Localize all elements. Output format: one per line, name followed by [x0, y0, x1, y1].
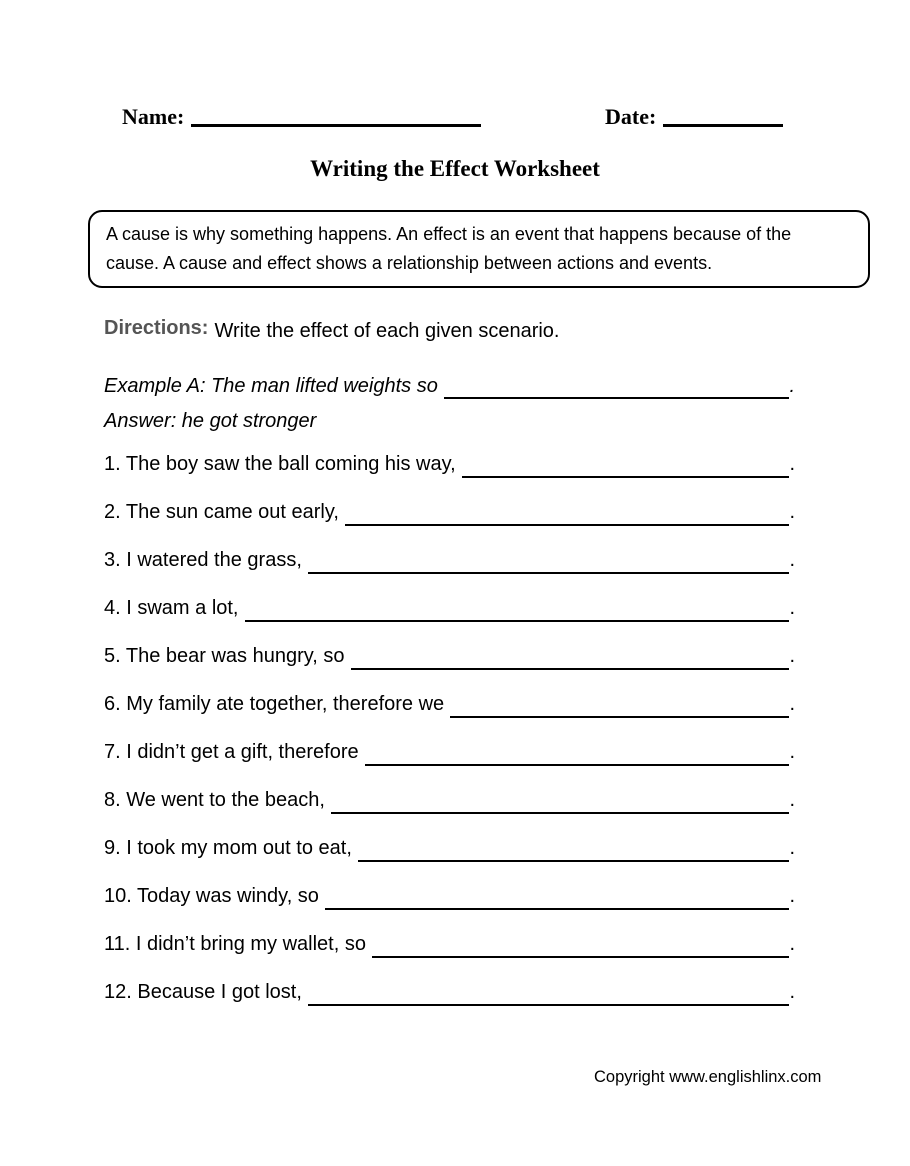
- question-row-4: [104, 595, 795, 622]
- line-period: .: [789, 885, 795, 907]
- line-period: .: [789, 741, 795, 763]
- line-period: .: [789, 981, 795, 1003]
- answer-blank-line: [345, 499, 789, 526]
- line-period: .: [789, 645, 795, 667]
- line-period: .: [789, 693, 795, 715]
- line-period: .: [789, 789, 795, 811]
- question-row-7: [104, 739, 795, 766]
- directions-text: Write the effect of each given scenario.: [214, 320, 560, 342]
- question-text: 11. I didn’t bring my wallet, so: [104, 933, 366, 955]
- name-field: [122, 104, 481, 130]
- copyright-text: Copyright www.englishlinx.com: [594, 1068, 822, 1086]
- question-text: 4. I swam a lot,: [104, 597, 239, 619]
- answer-blank-line: [372, 931, 789, 958]
- date-blank-line: [663, 108, 783, 127]
- answer-blank-line: [351, 643, 790, 670]
- line-period: .: [789, 597, 795, 619]
- question-row-9: [104, 835, 795, 862]
- answer-blank-line: [331, 787, 790, 814]
- example-prompt: Example A: The man lifted weights so: [104, 375, 438, 397]
- page-title: Writing the Effect Worksheet: [310, 156, 600, 181]
- question-text: 1. The boy saw the ball coming his way,: [104, 453, 456, 475]
- question-row-12: [104, 979, 795, 1006]
- directions-label: Directions:: [104, 317, 209, 339]
- definition-line-1: A cause is why something happens. An effect is an event that happens because of the: [106, 224, 792, 244]
- question-row-6: [104, 691, 795, 718]
- question-list: [104, 451, 795, 1027]
- answer-blank-line: [308, 979, 790, 1006]
- question-row-5: [104, 643, 795, 670]
- answer-blank-line: [365, 739, 790, 766]
- definition-text: [106, 220, 854, 278]
- date-label: Date:: [605, 104, 657, 129]
- answer-blank-line: [325, 883, 790, 910]
- name-label: Name:: [122, 104, 185, 129]
- date-field: [605, 104, 783, 130]
- question-text: 5. The bear was hungry, so: [104, 645, 345, 667]
- answer-blank-line: [462, 451, 790, 478]
- line-period: .: [789, 501, 795, 523]
- answer-blank-line: [358, 835, 790, 862]
- line-period: .: [789, 549, 795, 571]
- question-row-8: [104, 787, 795, 814]
- example-blank-line: [444, 373, 790, 399]
- definition-line-2: cause. A cause and effect shows a relationship between actions and events.: [106, 253, 713, 273]
- answer-blank-line: [245, 595, 790, 622]
- directions-row: [104, 317, 560, 343]
- question-text: 6. My family ate together, therefore we: [104, 693, 445, 715]
- question-text: 3. I watered the grass,: [104, 549, 302, 571]
- answer-blank-line: [308, 547, 790, 574]
- question-row-3: [104, 547, 795, 574]
- answer-blank-line: [450, 691, 789, 718]
- example-block: [104, 373, 795, 434]
- question-text: 12. Because I got lost,: [104, 981, 302, 1003]
- question-text: 8. We went to the beach,: [104, 789, 325, 811]
- example-prompt-row: [104, 373, 795, 399]
- definition-box: [88, 210, 870, 288]
- question-text: 9. I took my mom out to eat,: [104, 837, 352, 859]
- question-row-1: [104, 451, 795, 478]
- question-text: 10. Today was windy, so: [104, 885, 319, 907]
- question-text: 2. The sun came out early,: [104, 501, 339, 523]
- question-row-10: [104, 883, 795, 910]
- question-row-11: [104, 931, 795, 958]
- question-row-2: [104, 499, 795, 526]
- example-period: .: [789, 375, 795, 397]
- line-period: .: [789, 933, 795, 955]
- line-period: .: [789, 453, 795, 475]
- question-text: 7. I didn’t get a gift, therefore: [104, 741, 359, 763]
- name-blank-line: [191, 108, 481, 127]
- example-answer: Answer: he got stronger: [104, 410, 317, 432]
- line-period: .: [789, 837, 795, 859]
